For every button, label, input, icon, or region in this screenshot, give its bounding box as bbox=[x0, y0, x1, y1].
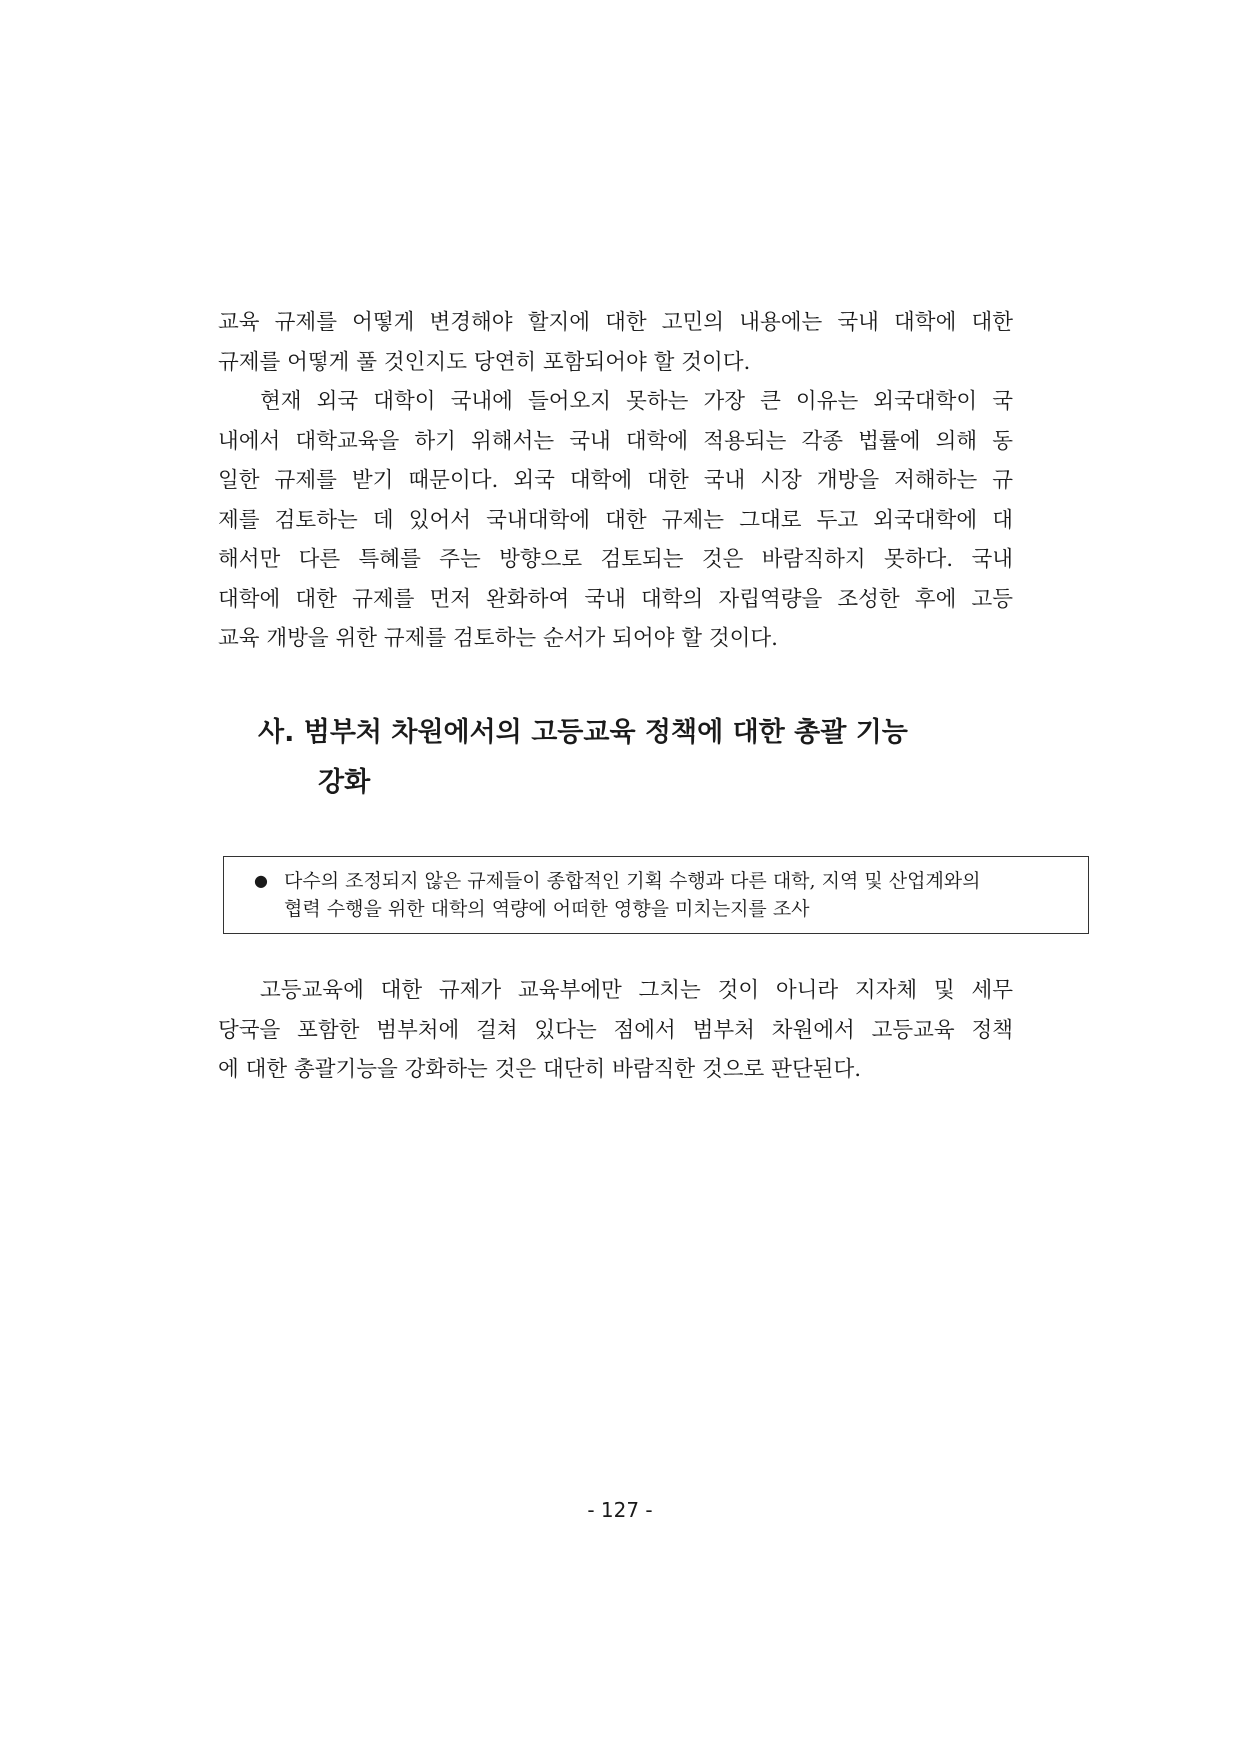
summary-box bbox=[223, 856, 1089, 934]
paragraph-line: 제를 검토하는 데 있어서 국내대학에 대한 규제는 그대로 두고 외국대학에 대 bbox=[218, 507, 1013, 533]
page-number: - 127 - bbox=[587, 1498, 653, 1522]
section-heading-line-1: 사. 범부처 차원에서의 고등교육 정책에 대한 총괄 기능 bbox=[258, 717, 908, 748]
paragraph-line: 현재 외국 대학이 국내에 들어오지 못하는 가장 큰 이유는 외국대학이 국 bbox=[260, 389, 1013, 414]
body-text-block-1 bbox=[218, 303, 1013, 659]
paragraph-line: 대학에 대한 규제를 먼저 완화하여 국내 대학의 자립역량을 조성한 후에 고등 bbox=[218, 586, 1013, 612]
body-text-block-2 bbox=[218, 971, 1013, 1090]
paragraph-line: 내에서 대학교육을 하기 위해서는 국내 대학에 적용되는 각종 법률에 의해 동 bbox=[218, 428, 1013, 454]
summary-line-1: 다수의 조정되지 않은 규제들이 종합적인 기획 수행과 다른 대학, 지역 및 산업계와의 bbox=[284, 870, 981, 892]
paragraph-line: 당국을 포함한 범부처에 걸쳐 있다는 점에서 범부처 차원에서 고등교육 정책 bbox=[218, 1017, 1013, 1043]
paragraph-line: 에 대한 총괄기능을 강화하는 것은 대단히 바람직한 것으로 판단된다. bbox=[218, 1057, 862, 1082]
section-heading bbox=[258, 708, 1018, 808]
section-heading-line-2: 강화 bbox=[318, 767, 371, 798]
paragraph-line: 교육 규제를 어떻게 변경해야 할지에 대한 고민의 내용에는 국내 대학에 대한 bbox=[218, 310, 1013, 335]
bullet-icon: ● bbox=[254, 871, 268, 890]
paragraph-line: 규제를 어떻게 풀 것인지도 당연히 포함되어야 할 것이다. bbox=[218, 349, 751, 375]
paragraph-line: 일한 규제를 받기 때문이다. 외국 대학에 대한 국내 시장 개방을 저해하는 규 bbox=[218, 468, 1013, 493]
summary-line-2: 협력 수행을 위한 대학의 역량에 어떠한 영향을 미치는지를 조사 bbox=[284, 898, 810, 920]
paragraph-line: 고등교육에 대한 규제가 교육부에만 그치는 것이 아니라 지자체 및 세무 bbox=[260, 978, 1013, 1003]
paragraph-line: 교육 개방을 위한 규제를 검토하는 순서가 되어야 할 것이다. bbox=[218, 626, 778, 651]
paragraph-line: 해서만 다른 특혜를 주는 방향으로 검토되는 것은 바람직하지 못하다. 국내 bbox=[218, 547, 1013, 572]
